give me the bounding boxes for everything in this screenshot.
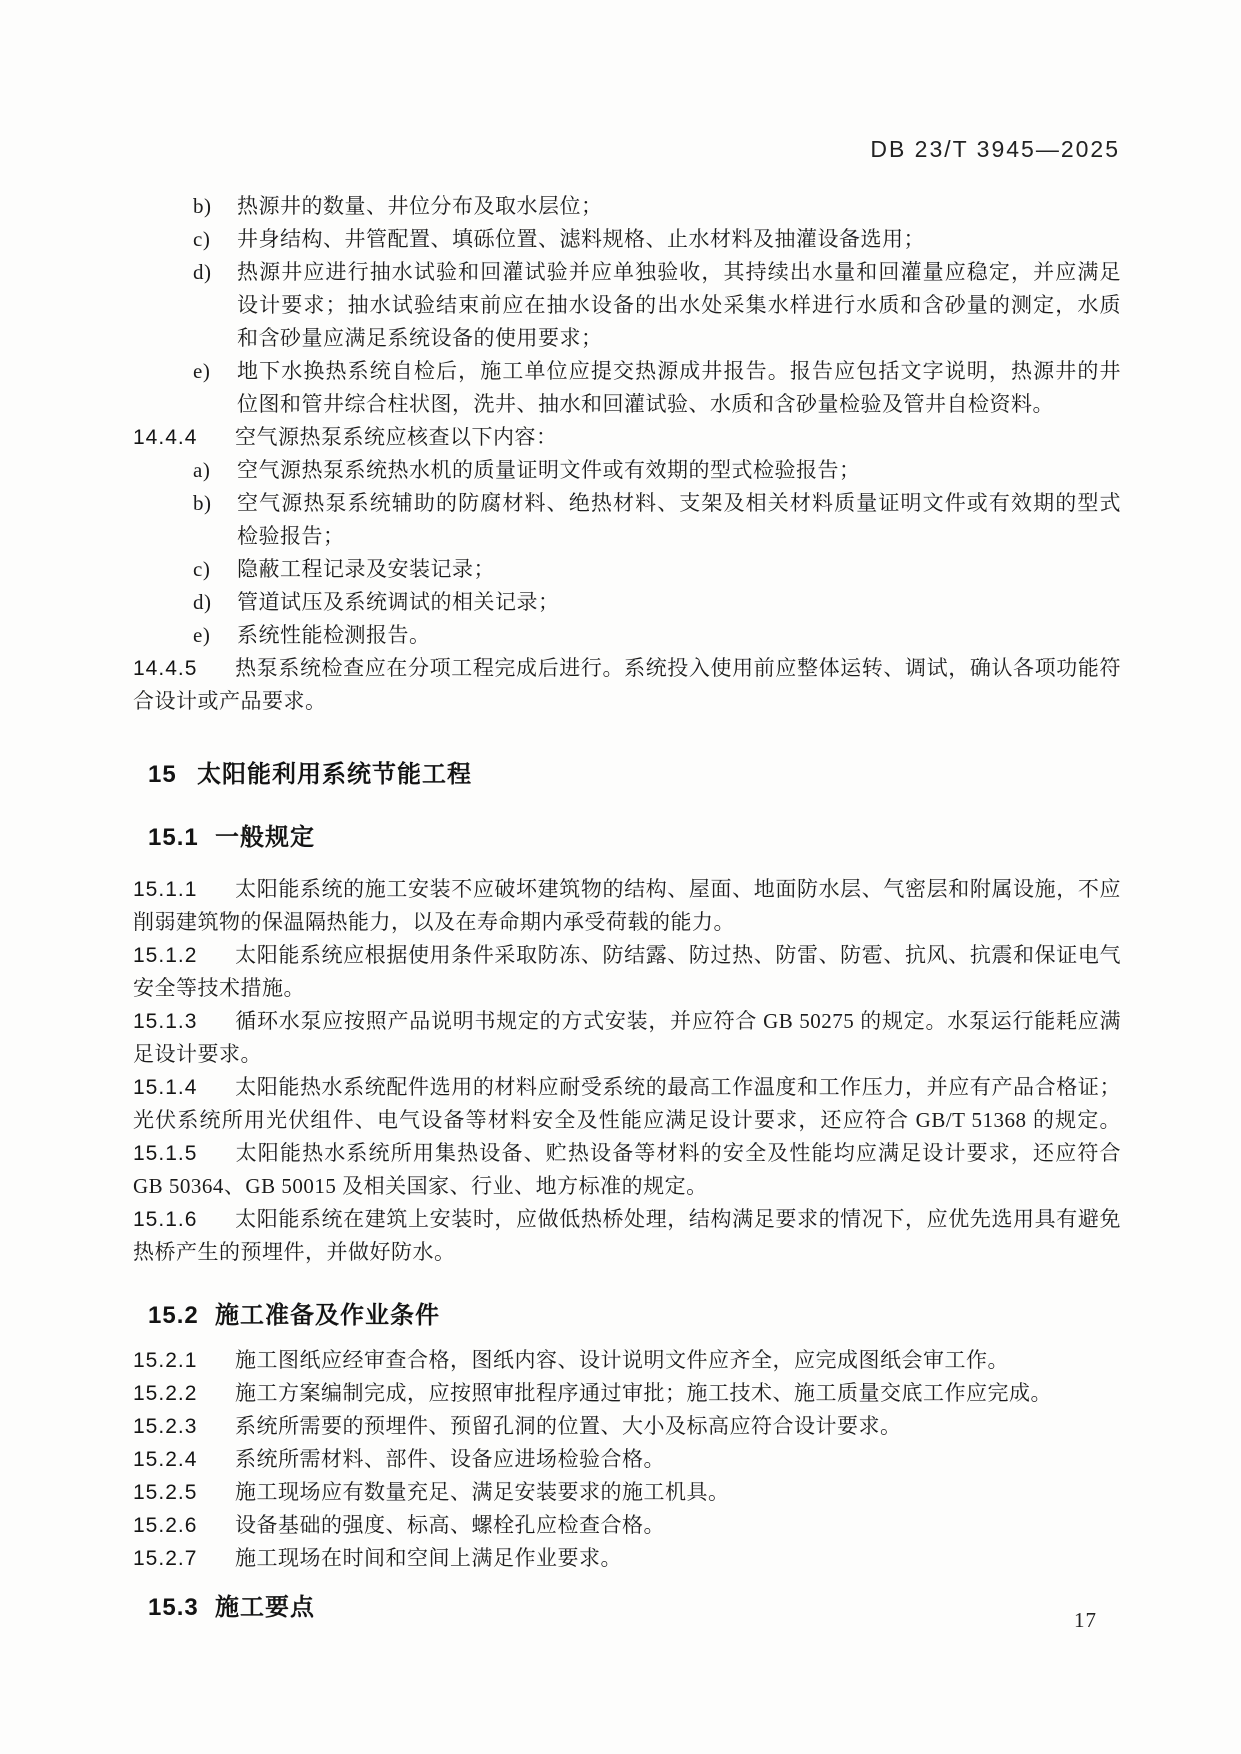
clause-15-2-7: [133, 1542, 1121, 1575]
heading-title: 施工准备及作业条件: [215, 1302, 440, 1329]
clause-15-2-5: [133, 1476, 1121, 1509]
clause-15-1-5-line-2: GB 50364、GB 50015 及相关国家、行业、地方标准的规定。: [133, 1174, 708, 1198]
clause-15-1-6-line-2: 热桥产生的预埋件，并做好防水。: [133, 1240, 456, 1264]
list-item-b-line-2: [133, 520, 1121, 553]
clause-number: 15.1.4: [133, 1076, 198, 1099]
clause-15-1-2-line-2: 安全等技术措施。: [133, 976, 305, 1000]
list-item-label: b): [193, 194, 212, 218]
list-item-label: c): [193, 227, 211, 251]
clause-number: 15.1.1: [133, 878, 198, 901]
list-item-text: 隐蔽工程记录及安装记录；: [237, 557, 495, 581]
document-body: [133, 190, 1121, 1624]
heading-title: 一般规定: [215, 824, 315, 851]
list-item-d: [133, 586, 1121, 619]
list-item-label: d): [193, 260, 212, 284]
list-item-text: 空气源热泵系统辅助的防腐材料、绝热材料、支架及相关材料质量证明文件或有效期的型式: [237, 491, 1121, 515]
clause-text: 太阳能系统的施工安装不应破坏建筑物的结构、屋面、地面防水层、气密层和附属设施，不应: [235, 877, 1121, 901]
list-item-text: 地下水换热系统自检后，施工单位应提交热源成井报告。报告应包括文字说明，热源井的井: [237, 359, 1121, 383]
clause-15-1-4: [133, 1071, 1121, 1104]
clause-text: 太阳能热水系统配件选用的材料应耐受系统的最高工作温度和工作压力，并应有产品合格证；: [235, 1075, 1121, 1099]
list-item-text: 位图和管井综合柱状图，洗井、抽水和回灌试验、水质和含砂量检验及管井自检资料。: [237, 392, 1054, 416]
clause-text: 施工图纸应经审查合格，图纸内容、设计说明文件应齐全，应完成图纸会审工作。: [235, 1348, 1009, 1372]
clause-text: 系统所需材料、部件、设备应进场检验合格。: [235, 1447, 665, 1471]
list-item-e: [133, 355, 1121, 388]
clause-number: 15.1.3: [133, 1010, 198, 1033]
clause-text: 系统所需要的预埋件、预留孔洞的位置、大小及标高应符合设计要求。: [235, 1414, 902, 1438]
list-item-text: 井身结构、井管配置、填砾位置、滤料规格、止水材料及抽灌设备选用；: [237, 227, 925, 251]
list-item-label: a): [193, 458, 211, 482]
list-item-b: [133, 487, 1121, 520]
list-item-label: e): [193, 623, 211, 647]
clause-text: 太阳能热水系统所用集热设备、贮热设备等材料的安全及性能均应满足设计要求，还应符合: [235, 1141, 1121, 1165]
clause-text: 循环水泵应按照产品说明书规定的方式安装，并应符合 GB 50275 的规定。水泵运行能耗应满: [235, 1009, 1121, 1033]
clause-text: 热泵系统检查应在分项工程完成后进行。系统投入使用前应整体运转、调试，确认各项功能符: [235, 656, 1121, 680]
clause-number: 15.2.1: [133, 1349, 198, 1372]
heading-number: 15.1: [148, 824, 199, 851]
list-item-d-line-3: [133, 322, 1121, 355]
clause-15-2-6: [133, 1509, 1121, 1542]
clause-15-1-1: [133, 873, 1121, 906]
heading-title: 太阳能利用系统节能工程: [197, 761, 472, 788]
clause-15-2-3: [133, 1410, 1121, 1443]
list-item-text: 空气源热泵系统热水机的质量证明文件或有效期的型式检验报告；: [237, 458, 861, 482]
clause-number: 15.2.3: [133, 1415, 198, 1438]
clause-15-1-6: [133, 1203, 1121, 1236]
clause-text: 施工现场在时间和空间上满足作业要求。: [235, 1546, 622, 1570]
section-heading-15-1: [133, 821, 1121, 854]
heading-number: 15: [148, 761, 177, 788]
clause-15-2-1: [133, 1344, 1121, 1377]
list-item-e: [133, 619, 1121, 652]
clause-number: 15.2.5: [133, 1481, 198, 1504]
clause-number: 15.2.7: [133, 1547, 198, 1570]
clause-number: 15.2.6: [133, 1514, 198, 1537]
clause-text: 太阳能系统在建筑上安装时，应做低热桥处理，结构满足要求的情况下，应优先选用具有避免: [235, 1207, 1121, 1231]
list-item-b: [133, 190, 1121, 223]
clause-number: 15.2.4: [133, 1448, 198, 1471]
clause-number: 14.4.5: [133, 657, 198, 680]
clause-15-2-4: [133, 1443, 1121, 1476]
clause-number: 15.1.5: [133, 1142, 198, 1165]
list-item-text: 和含砂量应满足系统设备的使用要求；: [237, 326, 603, 350]
section-heading-15-3: [133, 1591, 1121, 1624]
clause-text: 设备基础的强度、标高、螺栓孔应检查合格。: [235, 1513, 665, 1537]
heading-number: 15.3: [148, 1594, 199, 1621]
clause-number: 15.2.2: [133, 1382, 198, 1405]
list-item-c: [133, 553, 1121, 586]
clause-15-1-2: [133, 939, 1121, 972]
section-heading-15-2: [133, 1299, 1121, 1332]
chapter-heading-15: [133, 758, 1121, 791]
clause-text: 施工方案编制完成，应按照审批程序通过审批；施工技术、施工质量交底工作应完成。: [235, 1381, 1052, 1405]
list-item-text: 热源井的数量、井位分布及取水层位；: [237, 194, 603, 218]
list-item-a: [133, 454, 1121, 487]
list-item-e-line-2: [133, 388, 1121, 421]
list-item-label: e): [193, 359, 211, 383]
list-item-text: 热源井应进行抽水试验和回灌试验并应单独验收，其持续出水量和回灌量应稳定，并应满足: [237, 260, 1121, 284]
clause-15-1-3-line-2: 足设计要求。: [133, 1042, 262, 1066]
list-item-label: d): [193, 590, 212, 614]
list-item-c: [133, 223, 1121, 256]
clause-number: 14.4.4: [133, 426, 198, 449]
clause-14-4-4: [133, 421, 1121, 454]
list-item-text: 管道试压及系统调试的相关记录；: [237, 590, 560, 614]
clause-15-1-4-line-2: 光伏系统所用光伏组件、电气设备等材料安全及性能应满足设计要求，还应符合 GB/T 51368 的规定。: [133, 1108, 1121, 1132]
clause-15-2-2: [133, 1377, 1121, 1410]
list-item-label: b): [193, 491, 212, 515]
heading-title: 施工要点: [215, 1594, 315, 1621]
clause-15-1-5: [133, 1137, 1121, 1170]
list-item-text: 检验报告；: [237, 524, 345, 548]
list-item-label: c): [193, 557, 211, 581]
list-item-d: [133, 256, 1121, 289]
page-number: 17: [1074, 1608, 1097, 1632]
clause-15-1-3: [133, 1005, 1121, 1038]
list-item-text: 系统性能检测报告。: [237, 623, 431, 647]
clause-text: 太阳能系统应根据使用条件采取防冻、防结露、防过热、防雷、防雹、抗风、抗震和保证电气: [235, 943, 1121, 967]
list-item-d-line-2: [133, 289, 1121, 322]
clause-number: 15.1.6: [133, 1208, 198, 1231]
heading-number: 15.2: [148, 1302, 199, 1329]
clause-text: 施工现场应有数量充足、满足安装要求的施工机具。: [235, 1480, 730, 1504]
document-code-header: DB 23/T 3945—2025: [870, 136, 1120, 162]
clause-14-4-5: [133, 652, 1121, 685]
clause-text: 空气源热泵系统应核查以下内容：: [235, 425, 558, 449]
clause-14-4-5-line-2: 合设计或产品要求。: [133, 689, 327, 713]
clause-15-1-1-line-2: 削弱建筑物的保温隔热能力，以及在寿命期内承受荷载的能力。: [133, 910, 735, 934]
clause-number: 15.1.2: [133, 944, 198, 967]
list-item-text: 设计要求；抽水试验结束前应在抽水设备的出水处采集水样进行水质和含砂量的测定，水质: [237, 293, 1121, 317]
